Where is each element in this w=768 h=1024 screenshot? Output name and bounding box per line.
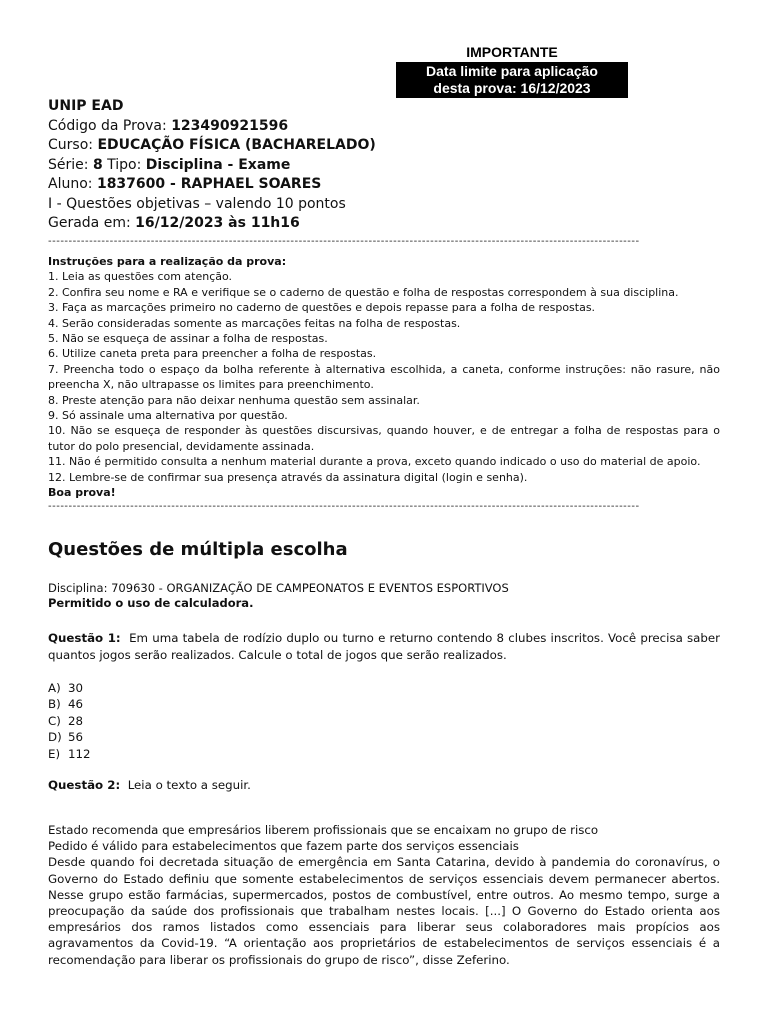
institution-name: UNIP EAD <box>48 98 124 114</box>
instruction-item: 4. Serão consideradas somente as marcações feitas na folha de respostas. <box>48 316 461 330</box>
passage-headline: Estado recomenda que empresários liberem profissionais que se encaixam no grupo de risco <box>48 823 599 837</box>
question-2-passage <box>48 822 720 968</box>
question-1 <box>48 630 720 664</box>
student-line <box>48 175 376 195</box>
instruction-item: 3. Faça as marcações primeiro no caderno de questões e depois repasse para a folha de respostas. <box>48 301 596 315</box>
option-value: 30 <box>68 681 84 695</box>
student-value: 1837600 - RAPHAEL SOARES <box>96 176 322 192</box>
generated-line <box>48 214 376 234</box>
option-letter: E) <box>48 746 61 761</box>
question-2-text: Leia o texto a seguir. <box>127 778 251 792</box>
option-value: 56 <box>68 730 84 745</box>
important-heading: IMPORTANTE <box>466 44 558 60</box>
series-value: 8 <box>92 156 103 173</box>
question-1-text: Em uma tabela de rodízio duplo ou turno e returno contendo 8 clubes inscritos. Você precisa saber quantos jogos serão realizados. Calcule o total de jogos que serão realizados. <box>48 631 721 662</box>
question-2 <box>48 777 720 794</box>
separator-bottom: ------------------------------------------------------------------------------------------------------------------------------------------------ <box>48 501 640 512</box>
option-value: 46 <box>68 697 84 712</box>
instruction-item: 12. Lembre-se de confirmar sua presença através da assinatura digital (login e senha). <box>48 470 528 484</box>
section-description: I - Questões objetivas – valendo 10 pontos <box>48 195 346 212</box>
deadline-notice <box>396 62 628 98</box>
instruction-item: 8. Preste atenção para não deixar nenhuma questão sem assinalar. <box>48 393 420 407</box>
option-letter: C) <box>48 713 61 728</box>
question-1-label: Questão 1: <box>48 631 121 645</box>
series-label: Série: <box>48 156 93 173</box>
instructions-title: Instruções para a realização da prova: <box>48 255 287 268</box>
instructions-block <box>48 254 720 501</box>
discipline-info <box>48 581 509 611</box>
course-line <box>48 136 376 156</box>
instruction-item: 1. Leia as questões com atenção. <box>48 270 233 284</box>
option-letter: A) <box>48 681 61 695</box>
student-label: Aluno: <box>48 176 97 192</box>
series-line <box>48 156 376 176</box>
generated-value: 16/12/2023 às 11h16 <box>135 215 300 231</box>
question-2-label: Questão 2: <box>48 778 121 792</box>
option-b <box>48 696 91 712</box>
option-e <box>48 746 91 762</box>
discipline-line: Disciplina: 709630 - ORGANIZAÇÃO DE CAMPEONATOS E EVENTOS ESPORTIVOS <box>48 581 509 595</box>
option-c <box>48 713 91 729</box>
instruction-item: 9. Só assinale uma alternativa por questão. <box>48 409 288 423</box>
option-a <box>48 680 91 696</box>
section-title: Questões de múltipla escolha <box>48 539 348 560</box>
option-d <box>48 729 91 745</box>
exam-header <box>48 97 376 234</box>
course-label: Curso: <box>48 137 98 153</box>
instruction-item: 11. Não é permitido consulta a nenhum material durante a prova, exceto quando indicado o uso do material de apoio. <box>48 455 701 469</box>
question-1-options <box>48 680 91 762</box>
type-value: Disciplina - Exame <box>145 156 291 173</box>
option-letter: D) <box>48 730 62 745</box>
deadline-line-2: desta prova: 16/12/2023 <box>433 80 591 96</box>
instruction-item: 5. Não se esqueça de assinar a folha de respostas. <box>48 332 328 346</box>
exam-code-line <box>48 117 376 137</box>
exam-code-value: 123490921596 <box>171 117 289 134</box>
instructions-closing: Boa prova! <box>48 486 116 500</box>
instruction-item: 6. Utilize caneta preta para preencher a folha de respostas. <box>48 347 377 361</box>
course-value: EDUCAÇÃO FÍSICA (BACHARELADO) <box>97 137 376 153</box>
deadline-line-1: Data limite para aplicação <box>426 63 598 79</box>
instruction-item: 7. Preencha todo o espaço da bolha referente à alternativa escolhida, a caneta, conforme instruções: não rasure, não preencha X, não ultrapasse os limites para preenchimento. <box>48 362 720 392</box>
passage-subheadline: Pedido é válido para estabelecimentos que fazem parte dos serviços essenciais <box>48 839 519 854</box>
option-value: 112 <box>68 746 91 761</box>
generated-label: Gerada em: <box>48 215 136 231</box>
type-label: Tipo: <box>102 156 146 173</box>
exam-code-label: Código da Prova: <box>48 117 172 134</box>
separator-top: ------------------------------------------------------------------------------------------------------------------------------------------------ <box>48 236 640 247</box>
instruction-item: 2. Confira seu nome e RA e verifique se o caderno de questão e folha de respostas correspondem à sua disciplina. <box>48 285 679 299</box>
option-value: 28 <box>68 713 84 728</box>
passage-body: Desde quando foi decretada situação de emergência em Santa Catarina, devido à pandemia do coronavírus, o Governo do Estado definiu que somente estabelecimentos de serviços essenciais devem permanecer abertos. Nesse grupo estão farmácias, supermercados, postos de combustível, entre outros. Ao mesmo tempo, surge a preocupação da saúde dos profissionais que trabalham nestes locais. [...] O Governo do Estado orienta aos empresários dos ramos listados como essenciais para liberar seus colaboradores mais propícios aos agravamentos da Covid-19. “A orientação aos proprietários de estabelecimentos de serviços essenciais é a recomendação para liberar os profissionais do grupo de risco”, disse Zeferino. <box>48 855 720 967</box>
option-letter: B) <box>48 697 61 712</box>
instruction-item: 10. Não se esqueça de responder às questões discursivas, quando houver, e de entregar a folha de respostas para o tutor do polo presencial, devidamente assinada. <box>48 424 720 453</box>
calculator-note: Permitido o uso de calculadora. <box>48 596 254 610</box>
